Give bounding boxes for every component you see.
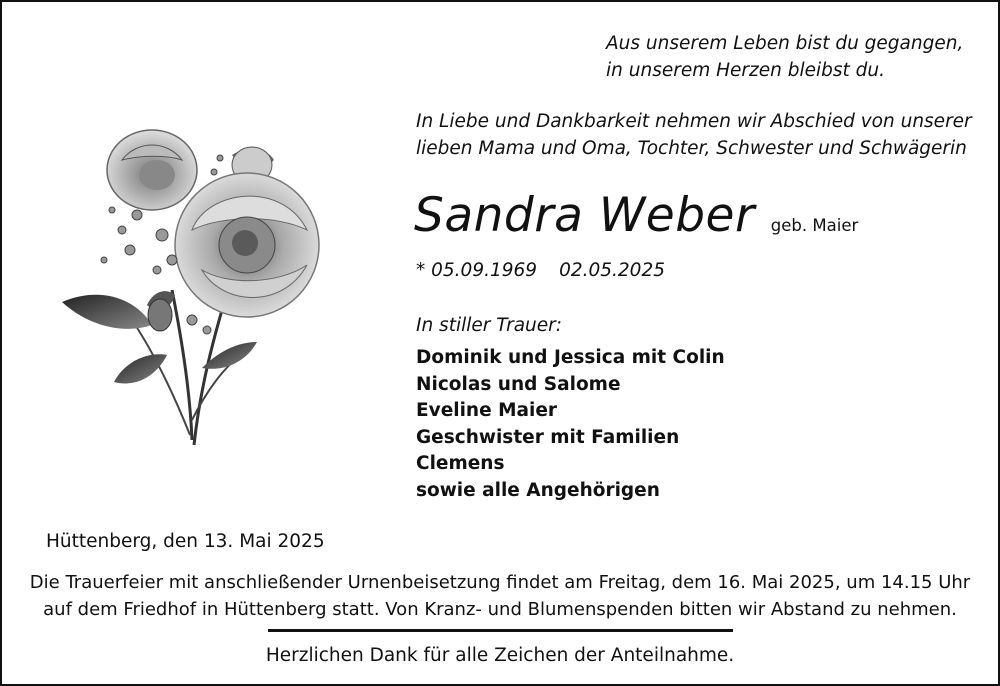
place-and-date: Hüttenberg, den 13. Mai 2025 bbox=[46, 531, 325, 552]
mourners-list bbox=[416, 345, 725, 505]
memorial-quote bbox=[606, 30, 963, 84]
quote-line: in unserem Herzen bleibst du. bbox=[606, 60, 885, 81]
mourner-name: Geschwister mit Familien bbox=[416, 426, 680, 448]
mourners-label: In stiller Trauer: bbox=[416, 315, 562, 336]
rose-bouquet-illustration bbox=[42, 120, 342, 460]
maiden-name: geb. Maier bbox=[770, 216, 859, 235]
deceased-name-line bbox=[414, 188, 858, 243]
divider-rule bbox=[268, 629, 733, 632]
ceremony-line: Die Trauerfeier mit anschließender Urnenbeisetzung findet am Freitag, dem 16. Mai 2025, um 14.15 Uhr bbox=[29, 572, 971, 593]
mourner-name: Eveline Maier bbox=[416, 400, 557, 422]
intro-line: lieben Mama und Oma, Tochter, Schwester und Schwägerin bbox=[416, 138, 967, 159]
mourner-name: Nicolas und Salome bbox=[416, 373, 621, 395]
death-date: 02.05.2025 bbox=[559, 260, 665, 281]
birth-date: * 05.09.1969 bbox=[416, 260, 538, 281]
intro-line: In Liebe und Dankbarkeit nehmen wir Abschied von unserer bbox=[416, 111, 972, 132]
farewell-intro bbox=[416, 108, 972, 162]
ceremony-line: auf dem Friedhof in Hüttenberg statt. Von Kranz- und Blumenspenden bitten wir Abstand zu nehmen. bbox=[43, 599, 957, 620]
mourner-name: sowie alle Angehörigen bbox=[416, 479, 660, 501]
deceased-name: Sandra Weber bbox=[414, 188, 755, 243]
mourner-name: Clemens bbox=[416, 453, 505, 475]
thanks-note: Herzlichen Dank für alle Zeichen der Anteilnahme. bbox=[265, 645, 735, 666]
quote-line: Aus unserem Leben bist du gegangen, bbox=[606, 33, 964, 54]
life-dates bbox=[416, 260, 665, 281]
ceremony-notice bbox=[2, 569, 998, 623]
mourner-name: Dominik und Jessica mit Colin bbox=[416, 347, 725, 368]
